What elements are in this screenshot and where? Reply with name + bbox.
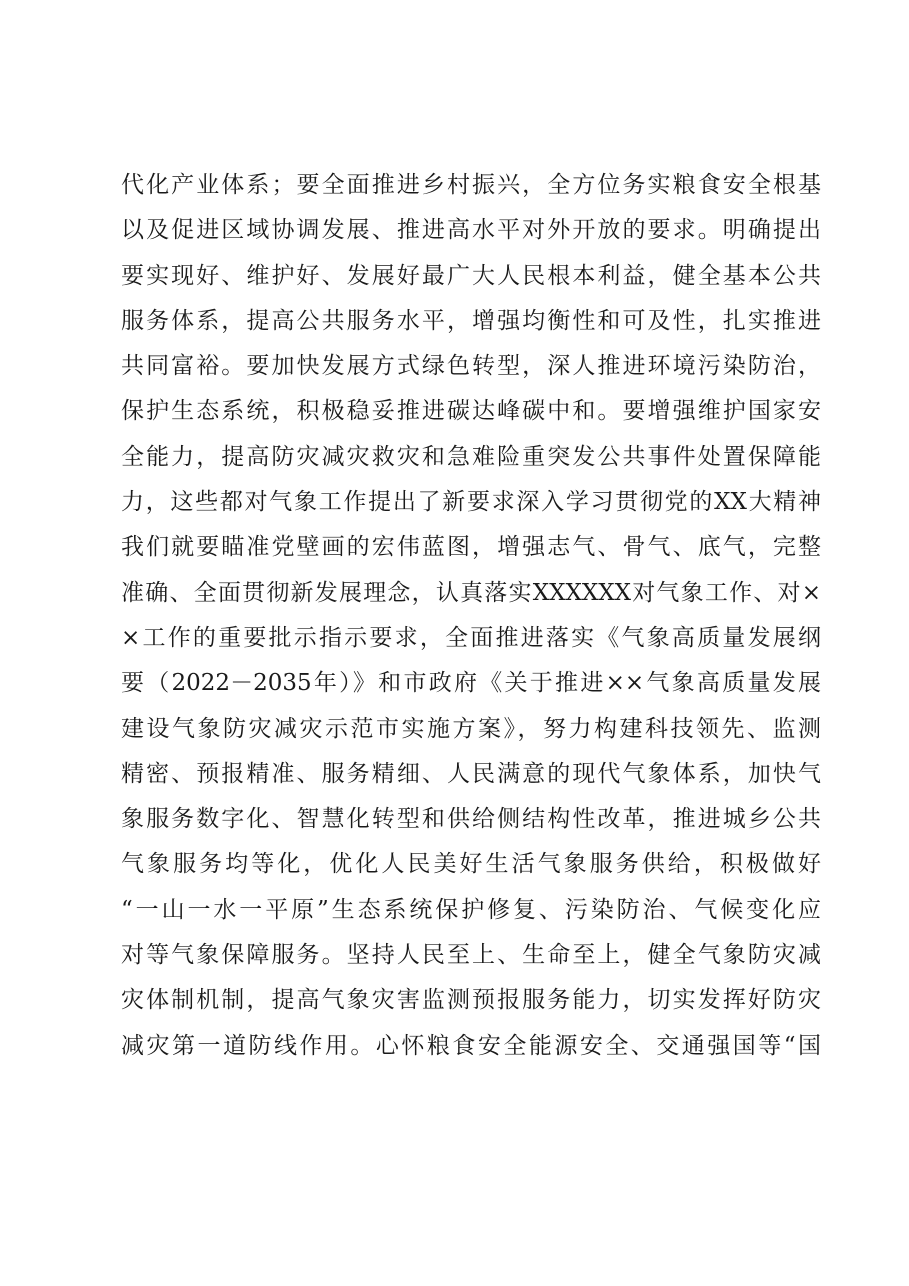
text-line-16: 气象服务均等化，优化人民美好生活气象服务供给，积极做好 bbox=[121, 851, 821, 878]
text-line-4: 服务体系，提高公共服务水平，增强均衡性和可及性，扎实推进 bbox=[121, 307, 821, 334]
text-line-10: 准确、全面贯彻新发展理念，认真落实XXXXXX对气象工作、对× bbox=[121, 579, 821, 606]
text-line-3: 要实现好、维护好、发展好最广大人民根本利益，健全基本公共 bbox=[121, 262, 821, 289]
body-paragraph bbox=[121, 163, 821, 1069]
text-line-1: 代化产业体系；要全面推进乡村振兴，全方位务实粮食安全根基 bbox=[121, 172, 821, 198]
text-line-20: 减灾第一道防线作用。心怀粮食安全能源安全、交通强国等“国 bbox=[121, 1032, 821, 1059]
text-line-13: 建设气象防灾减灾示范市实施方案》，努力构建科技领先、监测 bbox=[121, 715, 821, 742]
text-line-6: 保护生态系统，积极稳妥推进碳达峰碳中和。要增强维护国家安 bbox=[121, 398, 821, 425]
text-line-7: 全能力，提高防灾减灾救灾和急难险重突发公共事件处置保障能 bbox=[121, 443, 821, 470]
text-line-14: 精密、预报精准、服务精细、人民满意的现代气象体系，加快气 bbox=[121, 760, 821, 787]
text-line-12: 要（2022－2035年）》和市政府《关于推进××气象高质量发展 bbox=[121, 670, 821, 697]
text-line-18: 对等气象保障服务。坚持人民至上、生命至上，健全气象防灾减 bbox=[121, 942, 821, 969]
text-line-9: 我们就要瞄准党壁画的宏伟蓝图，增强志气、骨气、底气，完整 bbox=[121, 534, 821, 561]
text-line-11: ×工作的重要批示指示要求，全面推进落实《气象高质量发展纲 bbox=[121, 624, 821, 651]
text-line-19: 灾体制机制，提高气象灾害监测预报服务能力，切实发挥好防灾 bbox=[121, 987, 821, 1014]
text-line-17: “一山一水一平原”生态系统保护修复、污染防治、气候变化应 bbox=[121, 896, 821, 923]
text-line-5: 共同富裕。要加快发展方式绿色转型，深人推进环境污染防治， bbox=[121, 353, 821, 380]
text-line-2: 以及促进区域协调发展、推进高水平对外开放的要求。明确提出 bbox=[121, 217, 821, 244]
text-line-15: 象服务数字化、智慧化转型和供给侧结构性改革，推进城乡公共 bbox=[121, 806, 821, 833]
text-line-8: 力，这些都对气象工作提出了新要求深入学习贯彻党的XX大精神 bbox=[121, 489, 821, 516]
